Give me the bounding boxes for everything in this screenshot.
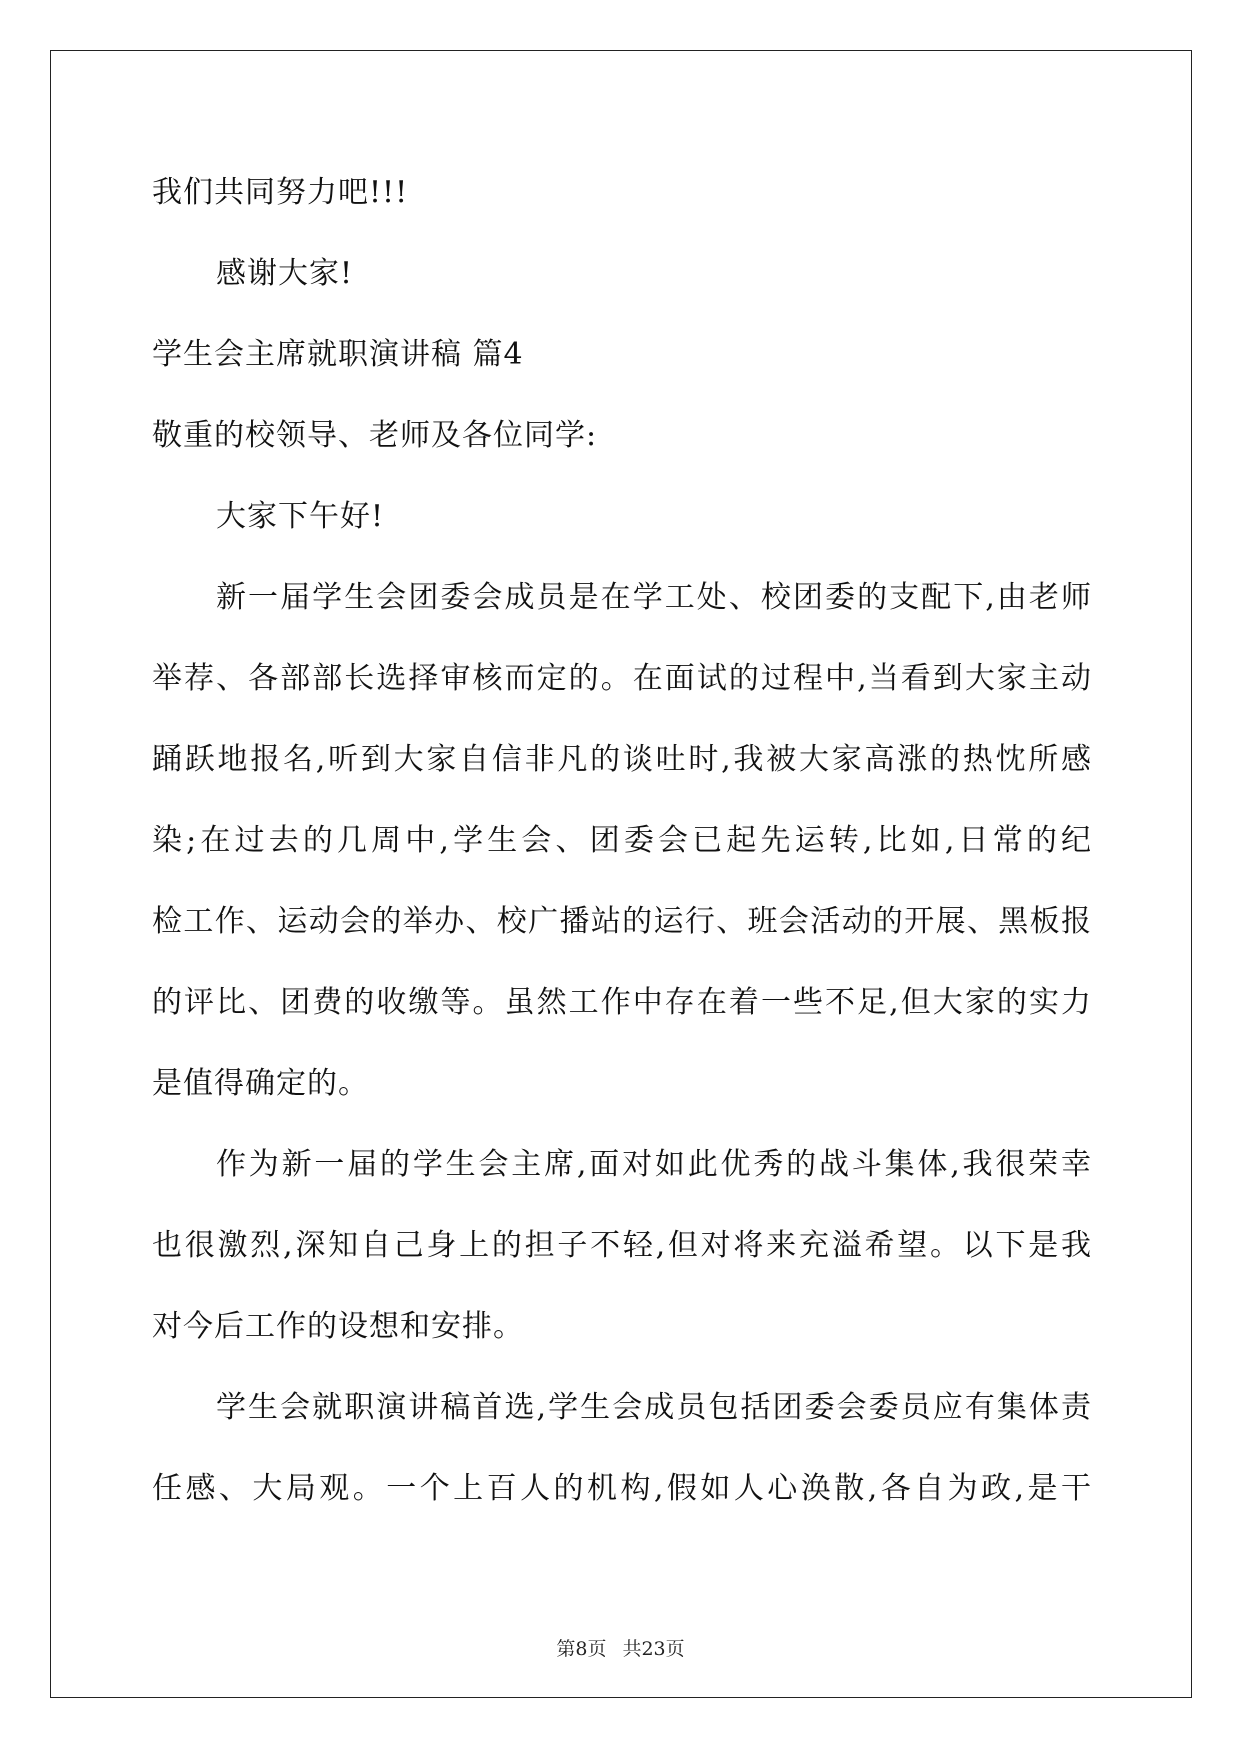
paragraph-line: 是值得确定的。 <box>152 1066 369 1101</box>
greeting: 大家下午好! <box>216 499 385 534</box>
total-page-count: 共23页 <box>622 1638 685 1660</box>
paragraph-line: 的评比、团费的收缴等。虽然工作中存在着一些不足,但大家的实力 <box>152 985 1092 1020</box>
document-body <box>152 152 1092 1524</box>
paragraph-line: 踊跃地报名,听到大家自信非凡的谈吐时,我被大家高涨的热忱所感 <box>152 742 1092 777</box>
page-footer <box>0 1634 1241 1661</box>
paragraph-line: 对今后工作的设想和安排。 <box>152 1309 524 1344</box>
text-line: 感谢大家! <box>216 256 354 291</box>
text-line: 我们共同努力吧!!! <box>152 175 409 210</box>
paragraph-line: 新一届学生会团委会成员是在学工处、校团委的支配下,由老师 <box>216 580 1092 615</box>
paragraph-line: 学生会就职演讲稿首选,学生会成员包括团委会委员应有集体责 <box>216 1390 1092 1425</box>
section-heading: 学生会主席就职演讲稿 篇4 <box>152 337 524 372</box>
paragraph-line: 也很激烈,深知自己身上的担子不轻,但对将来充溢希望。以下是我 <box>152 1228 1092 1263</box>
paragraph-line: 任感、大局观。一个上百人的机构,假如人心涣散,各自为政,是干 <box>152 1471 1092 1506</box>
paragraph-line: 染;在过去的几周中,学生会、团委会已起先运转,比如,日常的纪 <box>152 823 1092 858</box>
paragraph-line: 举荐、各部部长选择审核而定的。在面试的过程中,当看到大家主动 <box>152 661 1092 696</box>
paragraph-line: 作为新一届的学生会主席,面对如此优秀的战斗集体,我很荣幸 <box>216 1147 1092 1182</box>
salutation: 敬重的校领导、老师及各位同学: <box>152 418 598 453</box>
current-page-number: 第8页 <box>556 1638 607 1660</box>
paragraph-line: 检工作、运动会的举办、校广播站的运行、班会活动的开展、黑板报 <box>152 904 1092 939</box>
